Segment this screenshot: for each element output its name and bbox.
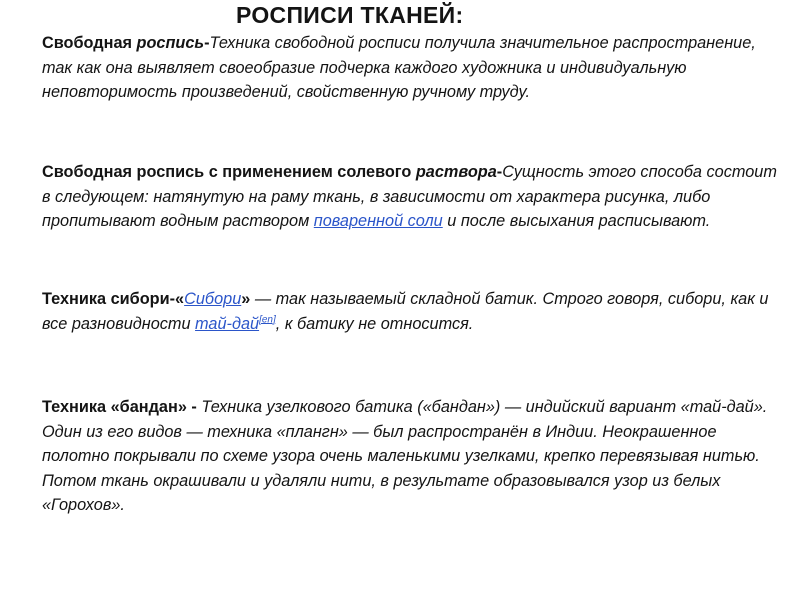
link-shibori[interactable]: Сибори (184, 290, 242, 308)
link-table-salt[interactable]: поваренной соли (313, 212, 443, 230)
p3-body: — так называемый складной батик. Строго говоря, сибори, как и все разновидности (42, 290, 769, 333)
p2-dash: - (496, 163, 503, 181)
p1-dash: - (204, 34, 210, 52)
p1-heading-part2: роспись (136, 34, 205, 52)
paragraph-bandana (42, 395, 782, 518)
p4-body: Техника узелкового батика («бандан») — индийский вариант «тай-дай». Один из его видов — техника «плангн» — был распространён в Индии. Неокрашенное полотно покрывали по схеме узора очень маленькими узелками, крепко перевязывая нитью. Потом ткань окрашивали и удаляли нити, в результате образовывался узор из белых «Горохов». (42, 398, 768, 514)
p3-heading-part1: Техника сибори-« (42, 290, 185, 308)
p1-body: Техника свободной росписи получила значительное распространение, так как она выявляет своеобразие подчерка каждого художника и индивидуальную неповторимость произведений, свойственную ручному труду. (42, 34, 756, 101)
p2-body: Сущность этого способа состоит в следующем: натянутую на раму ткань, в зависимости от характера рисунка, либо пропитывают водным раствором (42, 163, 777, 230)
p4-heading: Техника «бандан» - (42, 398, 202, 416)
p3-body-end: , к батику не относится. (275, 314, 474, 333)
p2-heading-part2: раствора (415, 163, 497, 181)
p2-body-end: и после высыхания расписывают. (442, 212, 711, 230)
paragraph-shibori (42, 287, 782, 336)
paragraph-salt-solution (42, 160, 782, 234)
p1-heading-part1: Свободная (42, 34, 137, 52)
p3-quote-close: » (241, 290, 251, 308)
link-tie-dye[interactable]: тай-дай (195, 314, 260, 333)
link-tie-dye-en[interactable]: [en] (259, 314, 276, 326)
p2-heading-part1: Свободная роспись с применением солевого (42, 163, 416, 181)
slide-title: РОСПИСИ ТКАНЕЙ: (236, 2, 464, 28)
paragraph-free-painting (42, 31, 782, 105)
